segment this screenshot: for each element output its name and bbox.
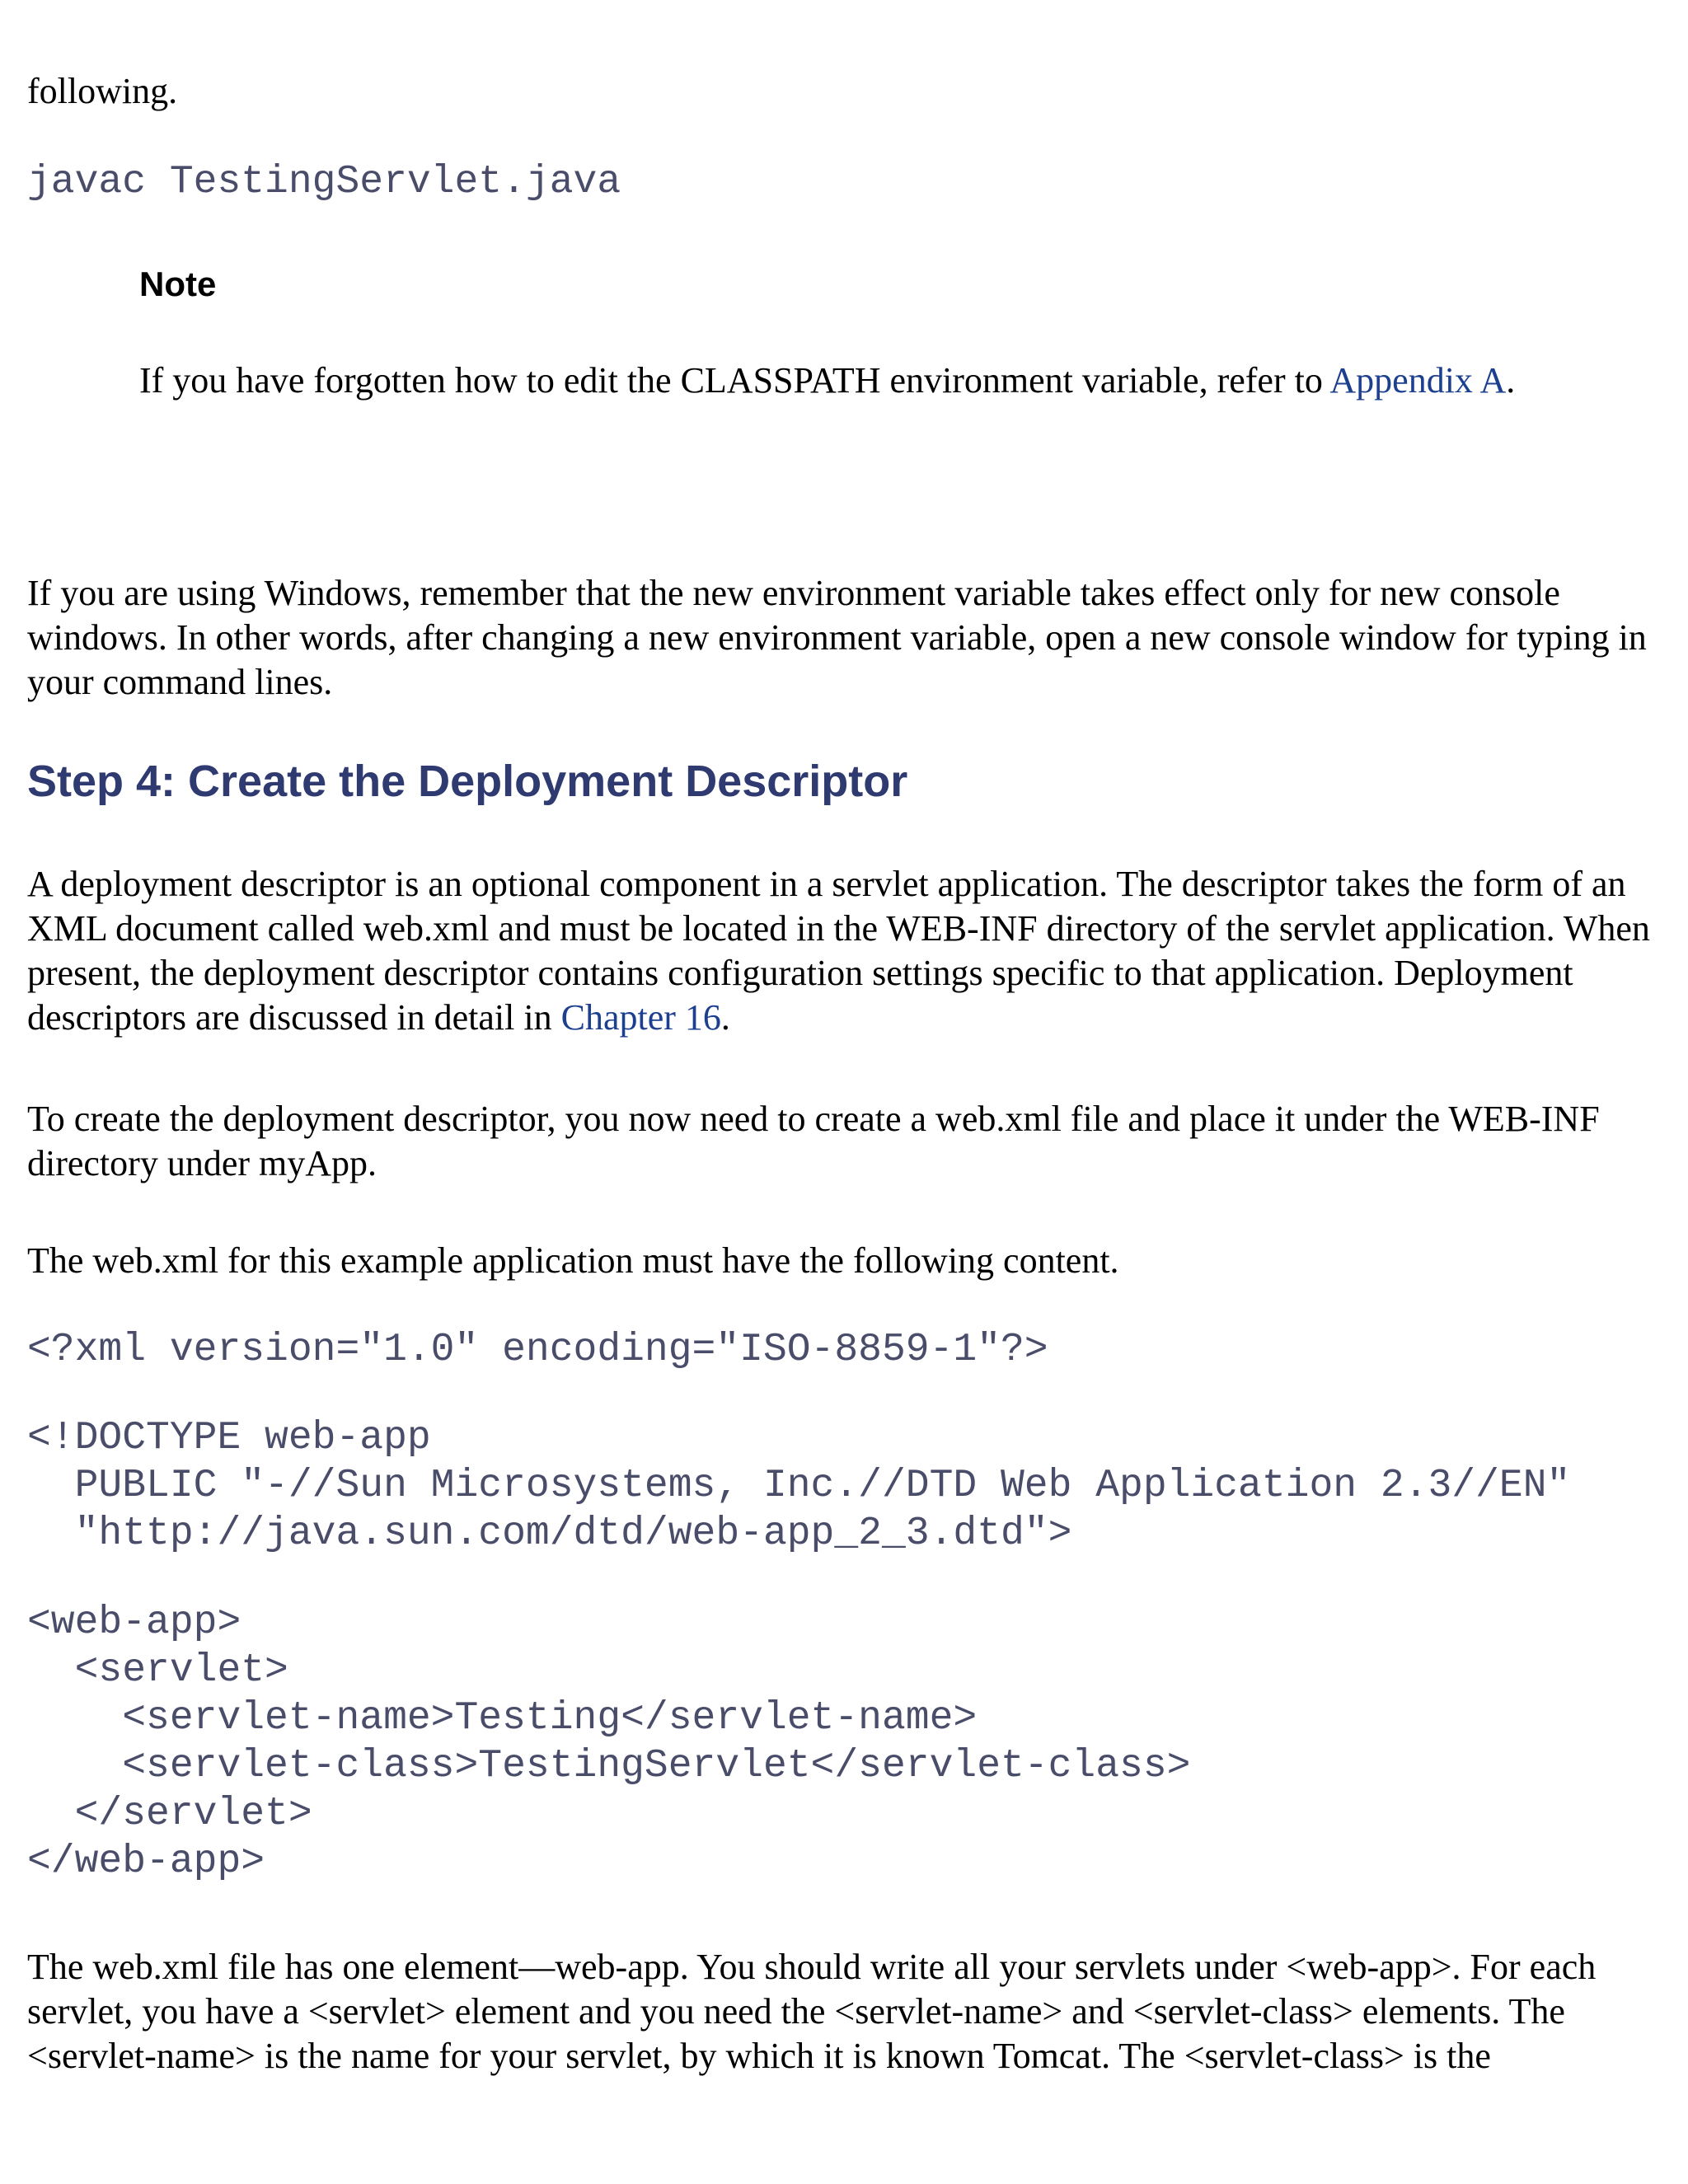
note-text: If you have forgotten how to edit the CLASSPATH environment variable, refer to <box>139 360 1330 401</box>
descriptor-text-end: . <box>720 997 730 1038</box>
appendix-a-link[interactable]: Appendix A <box>1329 360 1507 401</box>
xml-declaration-code: <?xml version="1.0" encoding="ISO-8859-1"?> <box>27 1328 1048 1372</box>
intro-text: following. <box>27 71 178 111</box>
descriptor-paragraph <box>27 862 1667 1040</box>
chapter-16-link[interactable]: Chapter 16 <box>560 997 721 1038</box>
content-intro-paragraph: The web.xml for this example application must have the following content. <box>27 1240 1119 1281</box>
document-page <box>27 0 1667 2184</box>
note-title: Note <box>139 265 217 303</box>
note-body <box>139 356 1557 405</box>
compile-command-code: javac TestingServlet.java <box>27 160 621 204</box>
note-text-end: . <box>1506 360 1516 401</box>
create-paragraph: To create the deployment descriptor, you now need to create a web.xml file and place it under the WEB-INF directory under myApp. <box>27 1099 1600 1183</box>
windows-paragraph: If you are using Windows, remember that the new environment variable takes effect only for new console windows. In other words, after changing a new environment variable, open a new console window for typing in your command lines. <box>27 573 1647 702</box>
doctype-code: <!DOCTYPE web-app PUBLIC "-//Sun Microsystems, Inc.//DTD Web Application 2.3//EN" "http://java.sun.com/dtd/web-app_2_3.dtd"> <box>27 1416 1571 1556</box>
closing-paragraph: The web.xml file has one element—web-app. You should write all your servlets under <web-app>. For each servlet, you have a <servlet> element and you need the <servlet-name> and <servlet-class> elements. The <servlet-name> is the name for your servlet, by which it is known Tomcat. The <servlet-class> is the <box>27 1947 1597 2076</box>
section-heading: Step 4: Create the Deployment Descriptor <box>27 757 908 806</box>
descriptor-text: A deployment descriptor is an optional component in a servlet application. The descriptor takes the form of an XML document called web.xml and must be located in the WEB-INF directory of the servlet application. When present, the deployment descriptor contains configuration settings specific to that application. Deployment descriptors are discussed in detail in <box>27 864 1650 1038</box>
web-app-code: <web-app> <servlet> <servlet-name>Testing</servlet-name> <servlet-class>TestingServlet</servlet-class> </servlet> </web-app> <box>27 1601 1191 1884</box>
